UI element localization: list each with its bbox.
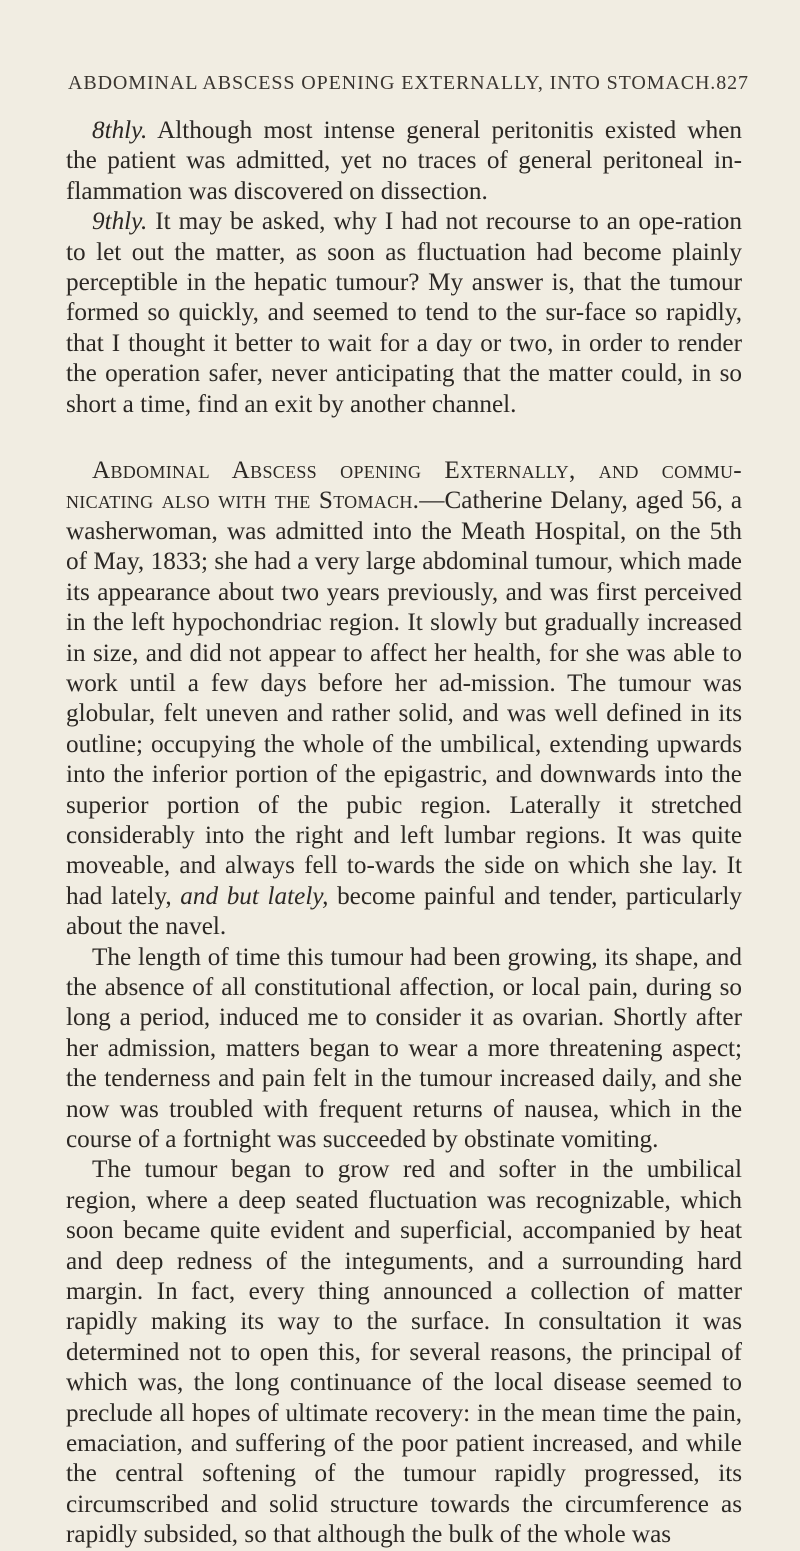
section-gap bbox=[66, 420, 742, 456]
page-number: 827 bbox=[716, 72, 749, 94]
italic-emphasis: and but lately, bbox=[180, 882, 329, 910]
paragraph-text: It may be asked, why I had not recourse to an ope-ration to let out the matter, as soon as fluctuation had become plainly perceptible in the hepatic tumour? My answer is, that the tumour formed so quickly, and seemed to tend to the sur-face so rapidly, that I thought it better to wait for a day or two, in order to render the operation safer, never anticipating that the matter could, in so short a time, find an exit by another channel. bbox=[66, 208, 742, 418]
paragraph-ninthly bbox=[66, 207, 742, 420]
paragraph-label: 9thly. bbox=[92, 208, 148, 236]
paragraph-text: —Catherine Delany, aged 56, a washerwoman, was admitted into the Meath Hospital, on the 5th of May, 1833; she had a very large abdominal tumour, which made its appearance about two years previously, and was first perceived in the left hypochondriac region. It slowly but gradually increased in size, and did not appear to affect her health, for she was able to work until a few days before her ad-mission. The tumour was globular, felt uneven and rather solid, and was well defined in its outline; occupying the whole of the umbilical, extending upwards into the inferior portion of the epigastric, and downwards into the superior portion of the pubic region. Laterally it stretched considerably into the right and left lumbar regions. It was quite moveable, and always fell to-wards the side on which she lay. It had lately, bbox=[66, 487, 743, 910]
paragraph-text: Although most intense general peritonitis existed when the patient was admitted, yet no traces of general peritoneal in-flammation was discovered on dissection. bbox=[66, 117, 742, 205]
paragraph-text: The length of time this tumour had been growing, its shape, and the absence of all constitutional affection, or local pain, during so long a period, induced me to consider it as ovarian. Shortly after her admission, matters began to wear a more threatening aspect; the tenderness and pain felt in the tumour increased daily, and she now was troubled with frequent returns of nausea, which in the course of a fortnight was succeeded by obstinate vomiting. bbox=[66, 943, 742, 1153]
paragraph-text: The tumour began to grow red and softer in the umbilical region, where a deep seated fluctuation was recognizable, which soon became quite evident and superficial, accompanied by heat and deep redness of the integuments, and a surrounding hard margin. In fact, every thing announced a collection of matter rapidly making its way to the surface. In consultation it was determined not to open this, for several reasons, the principal of which was, the long continuance of the local disease seemed to preclude all hopes of ultimate recovery: in the mean time the pain, emaciation, and suffering of the poor patient increased, and while the central softening of the tumour rapidly progressed, its circumscribed and solid structure towards the circumference as rapidly subsided, so that although the bulk of the whole was bbox=[66, 1156, 742, 1549]
paragraph-text-tail: become painful and tender, particularly about the navel. bbox=[66, 882, 742, 941]
paragraph-case-report bbox=[66, 456, 742, 943]
section-heading: Abdominal Abscess opening Externally, and commu-nicating also with the Stomach. bbox=[66, 457, 742, 515]
paragraph-diagnosis bbox=[66, 943, 742, 1156]
running-title: ABDOMINAL ABSCESS OPENING EXTERNALLY, INTO STOMACH. bbox=[68, 72, 717, 94]
paragraph-progression bbox=[66, 1155, 742, 1550]
paragraph-label: 8thly. bbox=[92, 117, 148, 144]
running-header bbox=[68, 72, 748, 95]
paragraph-eighthly bbox=[66, 116, 742, 207]
body-text bbox=[66, 116, 742, 1551]
